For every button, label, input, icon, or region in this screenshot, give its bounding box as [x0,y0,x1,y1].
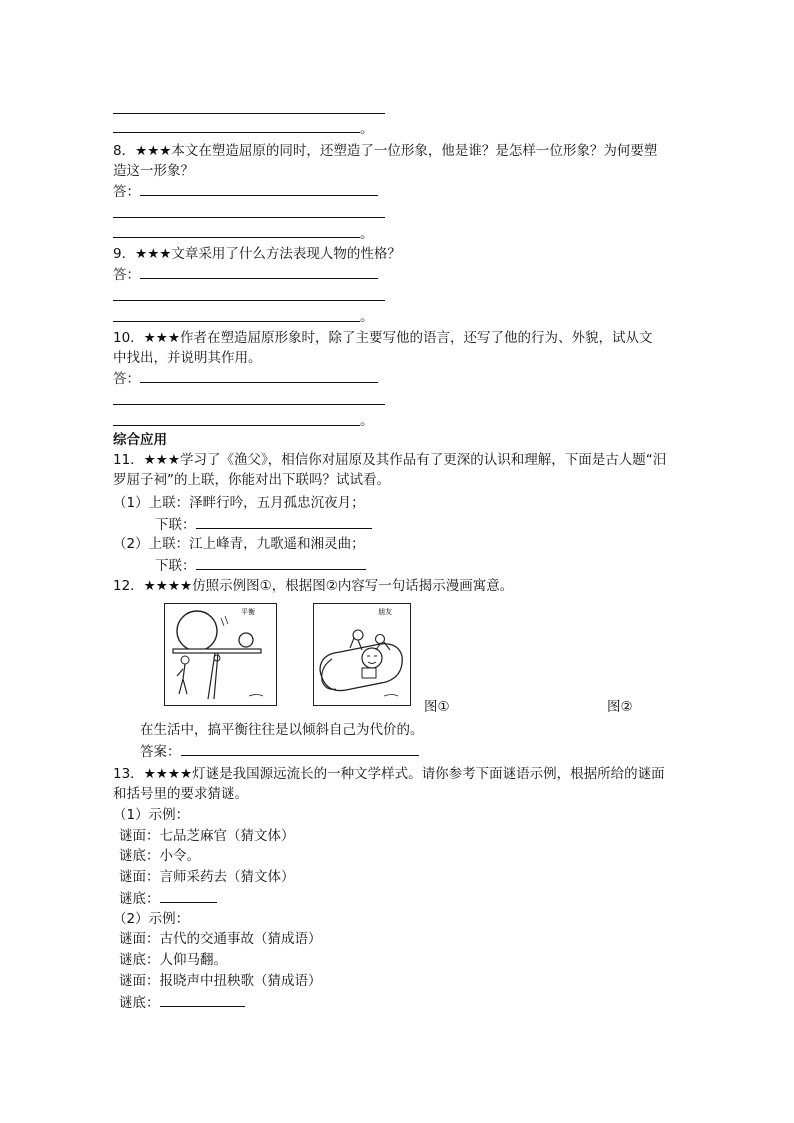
question-13-line-1: 13．★★★★灯谜是我国源远流长的一种文学样式。请你参考下面谜语示例，根据所给的谜面 [113,766,665,782]
question-12-line-1: 12．★★★★仿照示例图①，根据图②内容写一句话揭示漫画寓意。 [113,578,514,594]
figure-1-label: 图① [424,699,450,715]
riddle-example-1-question: 谜面：七品芝麻官（猜文体） [119,828,295,844]
riddle-task-1-question: 谜面：言师采药去（猜文体） [119,869,295,885]
period-mark: 。 [360,413,374,429]
answer-line[interactable] [196,514,372,529]
period-mark: 。 [360,309,374,325]
riddle-example-1-answer: 谜底：小令。 [119,848,200,864]
answer-line[interactable] [113,424,360,426]
question-12-example: 在生活中，搞平衡往往是以倾斜自己为代价的。 [140,722,424,738]
question-8-answer [113,181,378,201]
lower-label: 下联： [155,517,196,533]
riddle-example-2-answer: 谜底：人仰马翻。 [119,952,227,968]
riddle-task-1-answer [119,888,217,908]
cartoon-balance-drawing [165,604,276,705]
answer-line[interactable] [113,299,385,301]
answer-line[interactable] [140,181,378,196]
question-9-line-1: 9．★★★文章采用了什么方法表现人物的性格？ [113,246,401,262]
answer-label: 答： [113,371,140,387]
riddle-example-2-label: （2）示例： [113,911,190,927]
question-13-line-2: 和括号里的要求猜谜。 [113,786,248,802]
riddle-example-2-question: 谜面：古代的交通事故（猜成语） [119,931,322,947]
riddle-task-2-answer [119,992,245,1012]
question-8-line-1: 8．★★★本文在塑造屈原的同时，还塑造了一位形象，他是谁？是怎样一位形象？为何要塑 [113,143,658,159]
figure-2-label: 图② [607,699,633,715]
question-10-answer [113,368,378,388]
couplet-1-lower [155,514,372,534]
answer-label: 谜底： [119,995,160,1011]
question-8-line-2: 造这一形象？ [113,163,194,179]
answer-line[interactable] [113,112,385,114]
answer-line[interactable] [196,555,366,570]
cartoon-friends [313,603,411,706]
answer-line[interactable] [160,888,217,903]
answer-line[interactable] [113,236,360,238]
question-10-line-1: 10．★★★作者在塑造屈原形象时，除了主要写他的语言，还写了他的行为、外貌，试从文 [113,330,653,346]
answer-label: 答： [113,267,140,283]
riddle-task-2-question: 谜面：报晓声中扭秧歌（猜成语） [119,973,322,989]
answer-label: 谜底： [119,891,160,907]
answer-line[interactable] [140,264,378,279]
answer-line[interactable] [113,216,385,218]
answer-line[interactable] [113,320,360,322]
lower-label: 下联： [155,558,196,574]
question-10-line-2: 中找出，并说明其作用。 [113,350,262,366]
cartoon-1-title: 平衡 [241,608,255,616]
section-title: 综合应用 [113,432,167,448]
answer-line[interactable] [113,403,385,405]
cartoon-friends-drawing [314,604,410,705]
answer-line[interactable] [181,741,419,756]
question-12-answer [140,741,419,761]
couplet-2-upper: （2）上联：江上峰青，九歌遥和湘灵曲； [113,536,365,552]
answer-line[interactable] [140,368,378,383]
question-9-answer [113,264,378,284]
couplet-1-upper: （1）上联：泽畔行吟，五月孤忠沉夜月； [113,495,365,511]
cartoon-2-title: 朋友 [378,608,392,616]
riddle-example-1-label: （1）示例： [113,807,190,823]
question-11-line-2: 罗屈子祠”的上联，你能对出下联吗？试试看。 [113,472,390,488]
period-mark: 。 [360,121,374,137]
question-11-line-1: 11．★★★学习了《渔父》，相信你对屈原及其作品有了更深的认识和理解，下面是古人题“汨 [113,452,667,468]
cartoon-balance [164,603,277,706]
answer-line[interactable] [113,131,360,133]
period-mark: 。 [360,226,374,242]
couplet-2-lower [155,555,366,575]
answer-label: 答： [113,184,140,200]
answer-label: 答案： [140,744,181,760]
answer-line[interactable] [160,992,245,1007]
